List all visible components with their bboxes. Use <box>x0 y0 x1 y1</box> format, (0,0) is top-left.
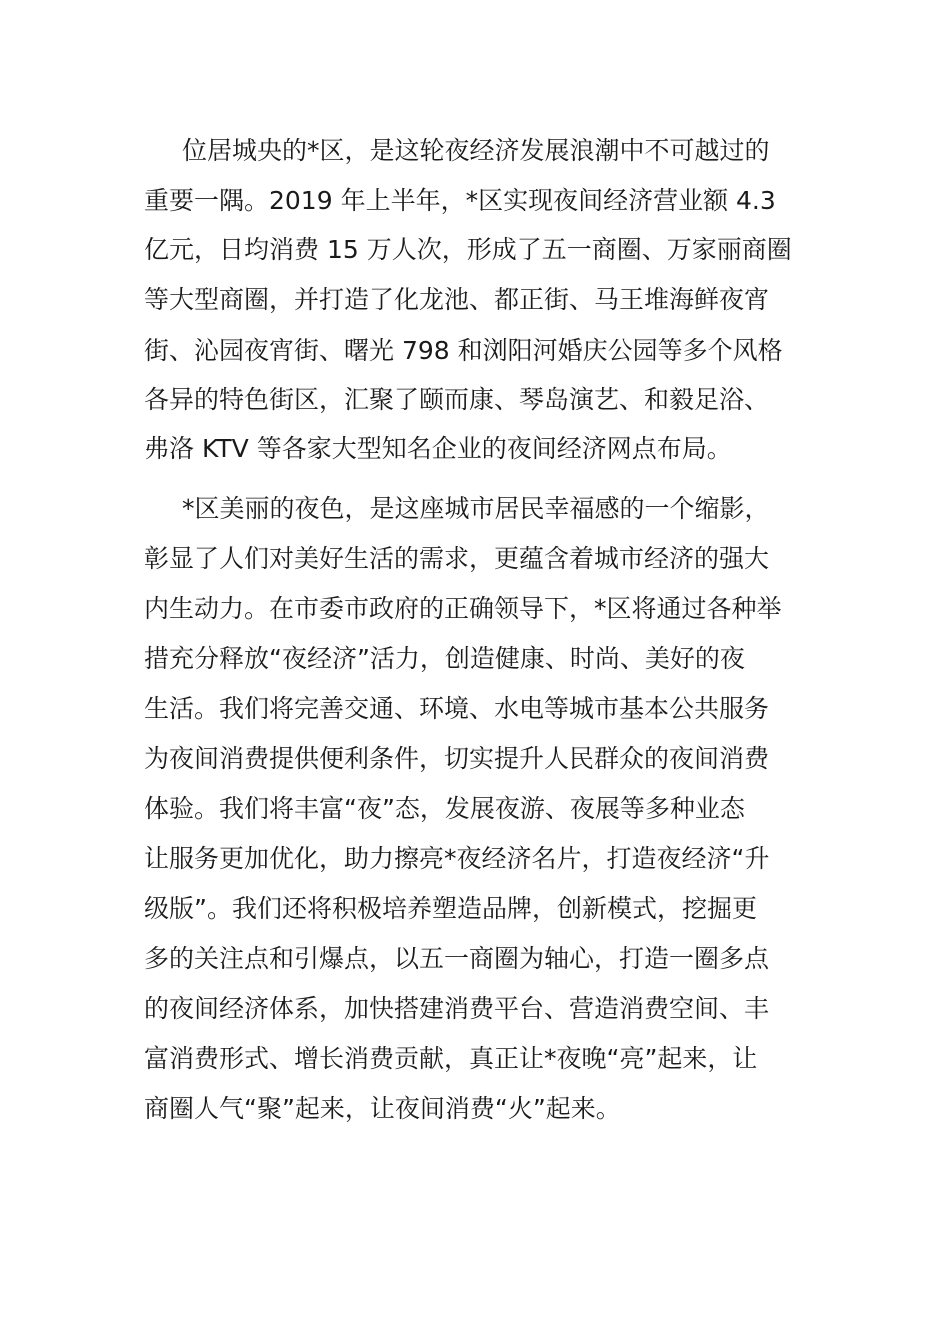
paragraph-line: 位居城央的*区，是这轮夜经济发展浪潮中不可越过的 <box>182 136 770 165</box>
paragraph-line: 街、沁园夜宵街、曙光 798 和浏阳河婚庆公园等多个风格 <box>144 336 783 365</box>
paragraph-line: 让服务更加优化，助力擦亮*夜经济名片，打造夜经济“升 <box>144 844 770 873</box>
paragraph-line: 体验。我们将丰富“夜”态，发展夜游、夜展等多种业态 <box>144 794 745 823</box>
paragraph-line: 商圈人气“聚”起来，让夜间消费“火”起来。 <box>144 1094 621 1123</box>
paragraph-line: 弗洛 KTV 等各家大型知名企业的夜间经济网点布局。 <box>144 434 732 463</box>
paragraph-line: 为夜间消费提供便利条件，切实提升人民群众的夜间消费 <box>144 744 770 773</box>
paragraph-line: 级版”。我们还将积极培养塑造品牌，创新模式，挖掘更 <box>144 894 757 923</box>
paragraph-line: 的夜间经济体系，加快搭建消费平台、营造消费空间、丰 <box>144 994 770 1023</box>
paragraph-line: 富消费形式、增长消费贡献，真正让*夜晚“亮”起来，让 <box>144 1044 758 1073</box>
paragraph-line: 生活。我们将完善交通、环境、水电等城市基本公共服务 <box>144 694 770 723</box>
paragraph-line: 彰显了人们对美好生活的需求，更蕴含着城市经济的强大 <box>144 544 770 573</box>
paragraph-line: 内生动力。在市委市政府的正确领导下，*区将通过各种举 <box>144 594 782 623</box>
paragraph-line: 等大型商圈，并打造了化龙池、都正街、马王堆海鲜夜宵 <box>144 285 770 314</box>
paragraph-line: 多的关注点和引爆点，以五一商圈为轴心，打造一圈多点 <box>144 944 770 973</box>
paragraph-line: 措充分释放“夜经济”活力，创造健康、时尚、美好的夜 <box>144 644 745 673</box>
paragraph-line: 亿元，日均消费 15 万人次，形成了五一商圈、万家丽商圈 <box>144 235 792 264</box>
paragraph-line: 各异的特色街区，汇聚了颐而康、琴岛演艺、和毅足浴、 <box>144 385 770 414</box>
paragraph-line: *区美丽的夜色，是这座城市居民幸福感的一个缩影， <box>182 494 770 523</box>
paragraph-line: 重要一隅。2019 年上半年，*区实现夜间经济营业额 4.3 <box>144 186 776 215</box>
